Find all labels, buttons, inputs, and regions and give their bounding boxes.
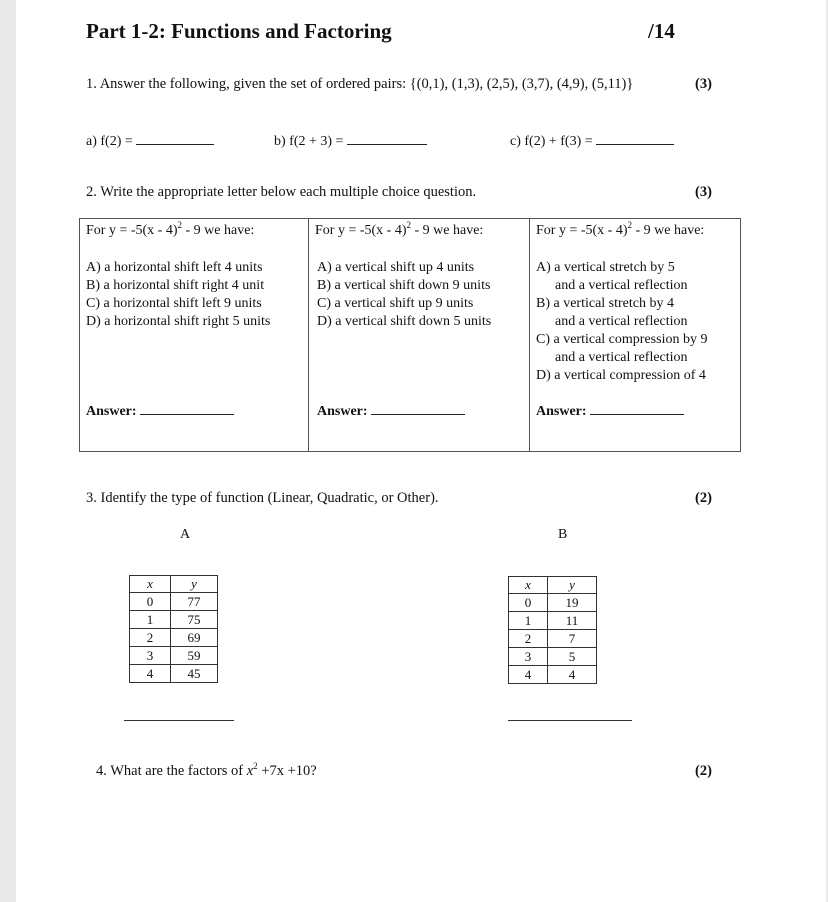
option-a: A) a vertical stretch by 5 <box>536 260 675 275</box>
mc-column-2-heading: For y = -5(x - 4)$^2$ - 9 we have: <box>315 220 484 238</box>
table-cell: 5 <box>548 648 597 666</box>
mc-column-3 <box>530 219 740 451</box>
question-4-text: 4. What are the factors of $x^2 +7x +10$? <box>96 761 317 779</box>
option-b: B) a vertical stretch by 4 <box>536 296 675 311</box>
total-score: /14 <box>648 19 675 43</box>
option-d: D) a vertical compression of 4 <box>536 368 706 383</box>
mc-column-1-answer: Answer: <box>86 402 234 420</box>
multiple-choice-table <box>79 218 741 452</box>
answer-blank-3b[interactable] <box>508 720 632 721</box>
table-row <box>130 647 218 665</box>
table-cell: 1 <box>130 611 171 629</box>
table-cell: 19 <box>548 594 597 612</box>
answer-blank-1a[interactable] <box>136 132 214 145</box>
question-1-points: (3) <box>695 76 712 92</box>
option-c-continued: and a vertical reflection <box>555 350 688 365</box>
table-cell: 75 <box>171 611 218 629</box>
table-b-header-x: x <box>509 577 548 594</box>
answer-blank-3a[interactable] <box>124 720 234 721</box>
table-cell: 59 <box>171 647 218 665</box>
table-row <box>130 611 218 629</box>
question-1-text: 1. Answer the following, given the set of ordered pairs: {(0,1), (1,3), (2,5), (3,7), (4,9), (5,11)} <box>86 76 634 92</box>
option-b-continued: and a vertical reflection <box>555 314 688 329</box>
table-cell: 3 <box>130 647 171 665</box>
table-cell: 45 <box>171 665 218 683</box>
mc-column-1 <box>80 219 309 451</box>
table-row <box>509 594 597 612</box>
option-b: B) a vertical shift down 9 units <box>317 278 491 293</box>
table-cell: 4 <box>130 665 171 683</box>
option-d: D) a horizontal shift right 5 units <box>86 314 271 329</box>
table-row <box>130 593 218 611</box>
mc-column-2 <box>309 219 530 451</box>
table-cell: 7 <box>548 630 597 648</box>
page-title: Part 1-2: Functions and Factoring <box>86 19 392 43</box>
table-cell: 2 <box>130 629 171 647</box>
table-cell: 0 <box>509 594 548 612</box>
option-a: A) a horizontal shift left 4 units <box>86 260 263 275</box>
table-cell: 2 <box>509 630 548 648</box>
question-1a <box>86 132 214 150</box>
table-row <box>509 630 597 648</box>
question-4-points: (2) <box>695 763 712 779</box>
option-c: C) a vertical compression by 9 <box>536 332 708 347</box>
question-3-points: (2) <box>695 490 712 506</box>
question-1c <box>510 132 674 150</box>
mc-column-3-options <box>536 259 707 385</box>
answer-blank-1b[interactable] <box>347 132 427 145</box>
mc-column-3-answer: Answer: <box>536 402 684 420</box>
table-b-label: B <box>558 527 568 542</box>
answer-blank-2-3[interactable] <box>590 402 684 415</box>
table-a <box>129 575 218 683</box>
table-cell: 1 <box>509 612 548 630</box>
option-d: D) a vertical shift down 5 units <box>317 314 492 329</box>
answer-blank-2-2[interactable] <box>371 402 465 415</box>
mc-column-2-answer: Answer: <box>317 402 465 420</box>
question-1a-label: a) f(2) = <box>86 134 137 149</box>
option-b: B) a horizontal shift right 4 unit <box>86 278 265 293</box>
table-cell: 4 <box>509 666 548 684</box>
answer-blank-1c[interactable] <box>596 132 674 145</box>
question-1c-label: c) f(2) + f(3) = <box>510 134 597 149</box>
table-row <box>509 666 597 684</box>
table-a-label: A <box>180 527 191 542</box>
question-3-text: 3. Identify the type of function (Linear, Quadratic, or Other). <box>86 490 439 506</box>
mc-column-2-options <box>317 259 491 331</box>
option-c: C) a horizontal shift left 9 units <box>86 296 262 311</box>
mc-column-1-options <box>86 259 270 331</box>
option-c: C) a vertical shift up 9 units <box>317 296 474 311</box>
table-row <box>509 648 597 666</box>
table-cell: 11 <box>548 612 597 630</box>
mc-column-1-heading: For y = -5(x - 4)$^2$ - 9 we have: <box>86 220 255 238</box>
table-b <box>508 576 597 684</box>
mc-column-3-heading: For y = -5(x - 4)$^2$ - 9 we have: <box>536 220 705 238</box>
table-a-header-y: y <box>171 576 218 593</box>
answer-blank-2-1[interactable] <box>140 402 234 415</box>
table-row <box>130 629 218 647</box>
table-cell: 4 <box>548 666 597 684</box>
question-2-points: (3) <box>695 184 712 200</box>
option-a-continued: and a vertical reflection <box>555 278 688 293</box>
table-cell: 3 <box>509 648 548 666</box>
table-a-header-x: x <box>130 576 171 593</box>
table-cell: 77 <box>171 593 218 611</box>
table-cell: 0 <box>130 593 171 611</box>
question-1b-label: b) f(2 + 3) = <box>274 134 347 149</box>
question-1b <box>274 132 427 150</box>
table-row <box>509 612 597 630</box>
table-b-header-y: y <box>548 577 597 594</box>
option-a: A) a vertical shift up 4 units <box>317 260 475 275</box>
question-2-text: 2. Write the appropriate letter below each multiple choice question. <box>86 184 477 200</box>
table-row <box>130 665 218 683</box>
table-cell: 69 <box>171 629 218 647</box>
